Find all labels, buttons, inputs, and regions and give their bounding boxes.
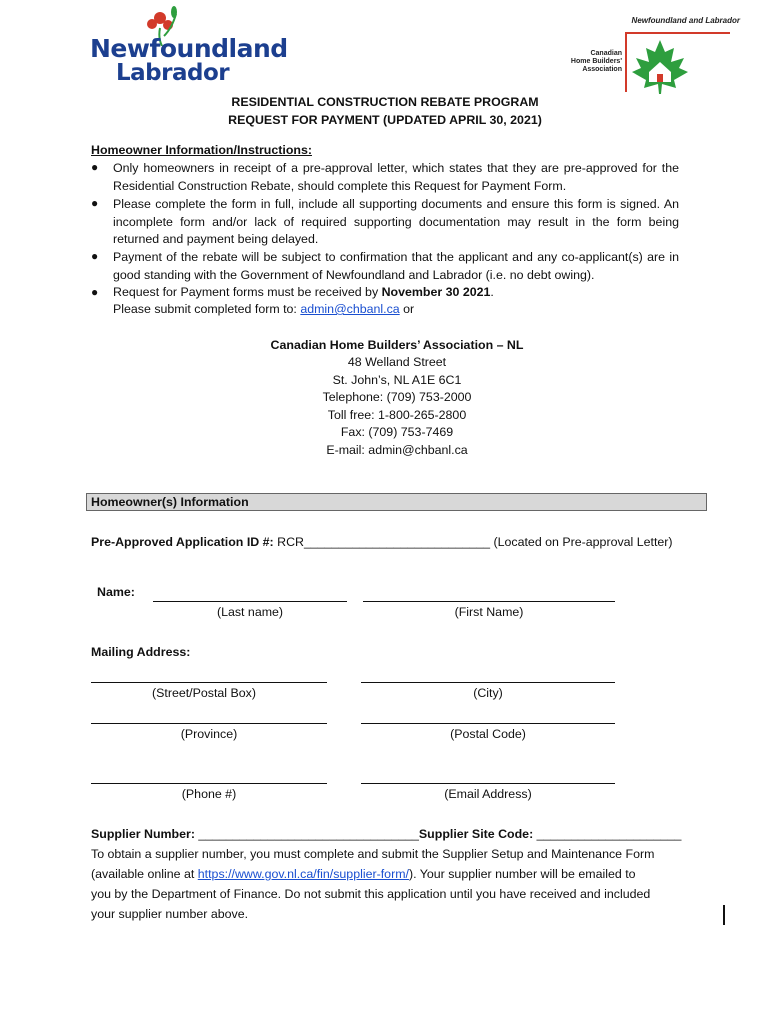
instruction-bullet-3: Payment of the rebate will be subject to confirmation that the applicant and any co-applicant(s) are in good standing with the Government of Newfoundland and Labrador (i.e. no debt owing). — [113, 250, 679, 282]
supplier-form-link[interactable]: https://www.gov.nl.ca/fin/supplier-form/ — [197, 867, 409, 881]
address-email: E-mail: admin@chbanl.ca — [326, 443, 468, 457]
page-title: RESIDENTIAL CONSTRUCTION REBATE PROGRAM — [231, 95, 539, 109]
last-name-field[interactable] — [153, 601, 347, 602]
supplier-site-code-label: Supplier Site Code: — [418, 827, 534, 841]
supplier-note-text: ). Your supplier number will be emailed to — [408, 867, 636, 881]
section-header-homeowner-info — [86, 493, 707, 511]
chba-logo-province-text: Newfoundland and Labrador — [631, 16, 740, 25]
submit-email-link[interactable]: admin@chbanl.ca — [300, 302, 400, 316]
application-id-field[interactable]: RCR___________________________ — [277, 535, 491, 549]
email-caption: (Email Address) — [444, 787, 532, 801]
deadline-date: November 30 2021 — [381, 285, 491, 299]
supplier-number-label: Supplier Number: — [91, 827, 195, 841]
bullet4-text: Request for Payment forms must be received by — [113, 285, 382, 299]
name-label: Name: — [97, 585, 135, 599]
last-name-caption: (Last name) — [216, 605, 284, 619]
city-field[interactable] — [361, 682, 615, 683]
address-city: St. John’s, NL A1E 6C1 — [332, 373, 462, 387]
supplier-row — [91, 827, 681, 841]
first-name-field[interactable] — [363, 601, 615, 602]
submit-text-end: or — [399, 302, 415, 316]
bullet-icon: ● — [91, 249, 99, 263]
address-fax: Fax: (709) 753-7469 — [340, 425, 454, 439]
mailing-address-label: Mailing Address: — [91, 645, 191, 659]
supplier-note-line: To obtain a supplier number, you must complete and submit the Supplier Setup and Maintenance Form — [91, 847, 655, 861]
bullet-icon: ● — [91, 285, 99, 299]
street-caption: (Street/Postal Box) — [152, 686, 256, 700]
supplier-note-line — [91, 867, 636, 881]
chba-name-line: Association — [582, 66, 622, 73]
chba-name-line: Home Builders' — [570, 58, 622, 65]
submit-text: Please submit completed form to: — [113, 302, 301, 316]
instruction-bullet-1: Only homeowners in receipt of a pre-approval letter, which states that they are pre-approved for the Residential Construction Rebate, should complete this Request for Payment Form. — [113, 161, 679, 193]
instruction-bullet-2: Please complete the form in full, include all supporting documents and ensure this form is signed. An incomplete form and/or lack of required supporting documentation may result in the form being returned and payment being delayed. — [113, 197, 679, 246]
instructions-heading: Homeowner Information/Instructions: — [91, 143, 312, 157]
bullet4-text-end: . — [490, 285, 494, 299]
chba-logo — [560, 16, 740, 96]
application-id-note: (Located on Pre-approval Letter) — [493, 535, 673, 549]
logo-text-labrador: Labrador — [116, 60, 230, 86]
phone-caption: (Phone #) — [181, 787, 237, 801]
instruction-bullet-4 — [113, 285, 494, 299]
postal-code-field[interactable] — [361, 723, 615, 724]
phone-field[interactable] — [91, 783, 327, 784]
chba-name-line: Canadian — [590, 50, 622, 57]
address-telephone: Telephone: (709) 753-2000 — [322, 390, 472, 404]
street-field[interactable] — [91, 682, 327, 683]
page-subtitle: REQUEST FOR PAYMENT (UPDATED APRIL 30, 2021) — [228, 113, 542, 127]
bullet-icon: ● — [91, 196, 99, 210]
logo-divider — [625, 32, 627, 92]
application-id-row — [91, 535, 673, 549]
province-caption: (Province) — [180, 727, 238, 741]
section-title: Homeowner(s) Information — [91, 495, 249, 509]
province-field[interactable] — [91, 723, 327, 724]
bullet-icon: ● — [91, 160, 99, 174]
city-caption: (City) — [473, 686, 503, 700]
logo-text-newfoundland: Newfoundland — [90, 34, 288, 63]
chba-logo-name — [568, 50, 622, 74]
address-tollfree: Toll free: 1-800-265-2800 — [327, 408, 467, 422]
supplier-note-line: you by the Department of Finance. Do not submit this application until you have received and included — [91, 887, 651, 901]
application-id-label: Pre-Approved Application ID #: — [91, 535, 274, 549]
supplier-site-code-field[interactable]: _____________________ — [533, 827, 682, 841]
logo-divider — [625, 32, 730, 34]
maple-leaf-house-icon — [630, 38, 690, 94]
supplier-note-line: your supplier number above. — [91, 907, 249, 921]
email-field[interactable] — [361, 783, 615, 784]
newfoundland-labrador-logo — [88, 6, 288, 86]
address-org-name: Canadian Home Builders’ Association – NL — [270, 338, 524, 352]
text-cursor — [723, 905, 725, 925]
supplier-number-field[interactable]: ________________________________ — [194, 827, 419, 841]
submit-instruction — [113, 302, 414, 316]
supplier-note-text: (available online at — [91, 867, 198, 881]
first-name-caption: (First Name) — [454, 605, 524, 619]
postal-code-caption: (Postal Code) — [450, 727, 526, 741]
address-street: 48 Welland Street — [347, 355, 447, 369]
